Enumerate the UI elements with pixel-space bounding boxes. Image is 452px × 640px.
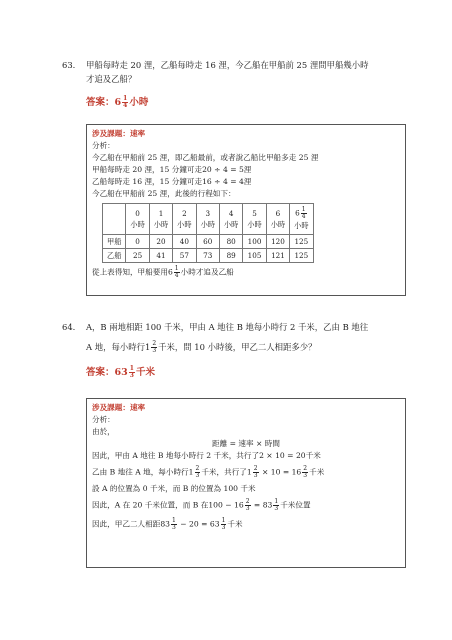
row-label: 乙船 [103,249,126,263]
analysis-label: 分析： [92,141,115,150]
analysis-line: 因此，甲由 A 地往 B 地每小時行 2 千米，共行了2 × 10 = 20千米 [92,451,321,460]
table-cell: 100 [243,235,266,249]
analysis-line: 由於， [92,427,115,436]
analysis-box-64 [86,398,406,568]
table-row [103,235,314,249]
analysis-line: 乙由 B 地往 A 地，每小時行1 $\frac{2}{3}$ 千米，共行了1 $\frac{2}{3}$ × 10 = 16 $\frac{2}{3}$ 千米 [92,465,325,479]
question-text-line: A 地，每小時行1 $\frac{2}{3}$ 千米，問 10 小時後，甲乙二人相距多少？ [86,340,317,354]
question-text-line: A，B 兩地相距 100 千米，甲由 A 地往 B 地每小時行 2 千米，乙由 B 地往 [86,322,369,332]
topic-label: 涉及課題：速率 [92,129,146,138]
table-header-row [103,204,314,235]
answer-fraction: $\frac{1}{4}$ [123,95,128,109]
answer-whole: 63 [114,367,128,378]
table-header-cell: 0 小時 [126,204,149,235]
answer-label: 答案： [86,367,115,378]
table-cell: 57 [173,249,196,263]
table-header-cell: 6 $\frac{1}{4}$ 小時 [290,204,313,235]
row-label: 甲船 [103,235,126,249]
table-header-cell: 6 小時 [266,204,289,235]
table-cell: 105 [243,249,266,263]
analysis-line: 乙船每時走 16 浬，15 分鐘可走16 ÷ 4 = 4浬 [92,177,252,186]
table-row [103,249,314,263]
analysis-line: 因此，A 在 20 千米位置，而 B 在100 − 16 $\frac{2}{3}$ = 83 $\frac{1}{3}$ 千米位置 [92,498,311,512]
analysis-line: 今乙船在甲船前 25 浬，此後的行程如下： [92,189,236,198]
analysis-line: 今乙船在甲船前 25 浬，即乙船最前，或者說乙船比甲船多走 25 浬 [92,153,319,162]
table-cell: 120 [266,235,289,249]
analysis-box-63 [86,124,406,296]
table-cell: 125 [290,235,313,249]
table-header-cell: 3 小時 [196,204,219,235]
table-header-cell: 1 小時 [149,204,172,235]
question-63 [64,58,404,86]
distance-table [102,203,314,263]
answer-label: 答案： [86,97,115,108]
answer-64 [86,364,155,379]
question-64 [64,320,404,354]
question-text-line: 才追及乙船？ [86,74,137,84]
table-cell: 41 [149,249,172,263]
answer-whole: 6 [114,97,122,108]
table-cell: 121 [266,249,289,263]
table-cell: 89 [219,249,242,263]
analysis-line: 甲船每時走 20 浬，15 分鐘可走20 ÷ 4 = 5浬 [92,165,252,174]
table-cell: 25 [126,249,149,263]
table-cell: 80 [219,235,242,249]
formula-line: 距離 = 速率 × 時間 [212,439,280,448]
table-cell: 40 [173,235,196,249]
question-number: 64. [62,322,76,332]
answer-unit: 千米 [135,367,155,378]
table-cell: 125 [290,249,313,263]
analysis-line: 因此，甲乙二人相距83 $\frac{1}{3}$ − 20 = 63 $\frac{1}{3}$ 千米 [92,517,243,531]
table-cell: 73 [196,249,219,263]
answer-63 [86,94,148,109]
topic-label: 涉及課題：速率 [92,403,146,412]
conclusion-line: 從上表得知，甲船要用6 $\frac{1}{4}$ 小時才追及乙船 [92,265,234,279]
table-cell: 0 [126,235,149,249]
table-cell: 20 [149,235,172,249]
table-cell: 60 [196,235,219,249]
question-text-line: 甲船每時走 20 浬，乙船每時走 16 浬，今乙船在甲船前 25 浬問甲船幾小時 [86,60,369,70]
table-cell [103,204,126,235]
answer-fraction: $\frac{1}{3}$ [129,365,134,379]
table-header-cell: 5 小時 [243,204,266,235]
analysis-label: 分析： [92,415,115,424]
answer-unit: 小時 [129,97,149,108]
analysis-line: 設 A 的位置為 0 千米，而 B 的位置為 100 千米 [92,484,256,493]
question-number: 63. [62,60,76,70]
table-header-cell: 4 小時 [219,204,242,235]
table-header-cell: 2 小時 [173,204,196,235]
